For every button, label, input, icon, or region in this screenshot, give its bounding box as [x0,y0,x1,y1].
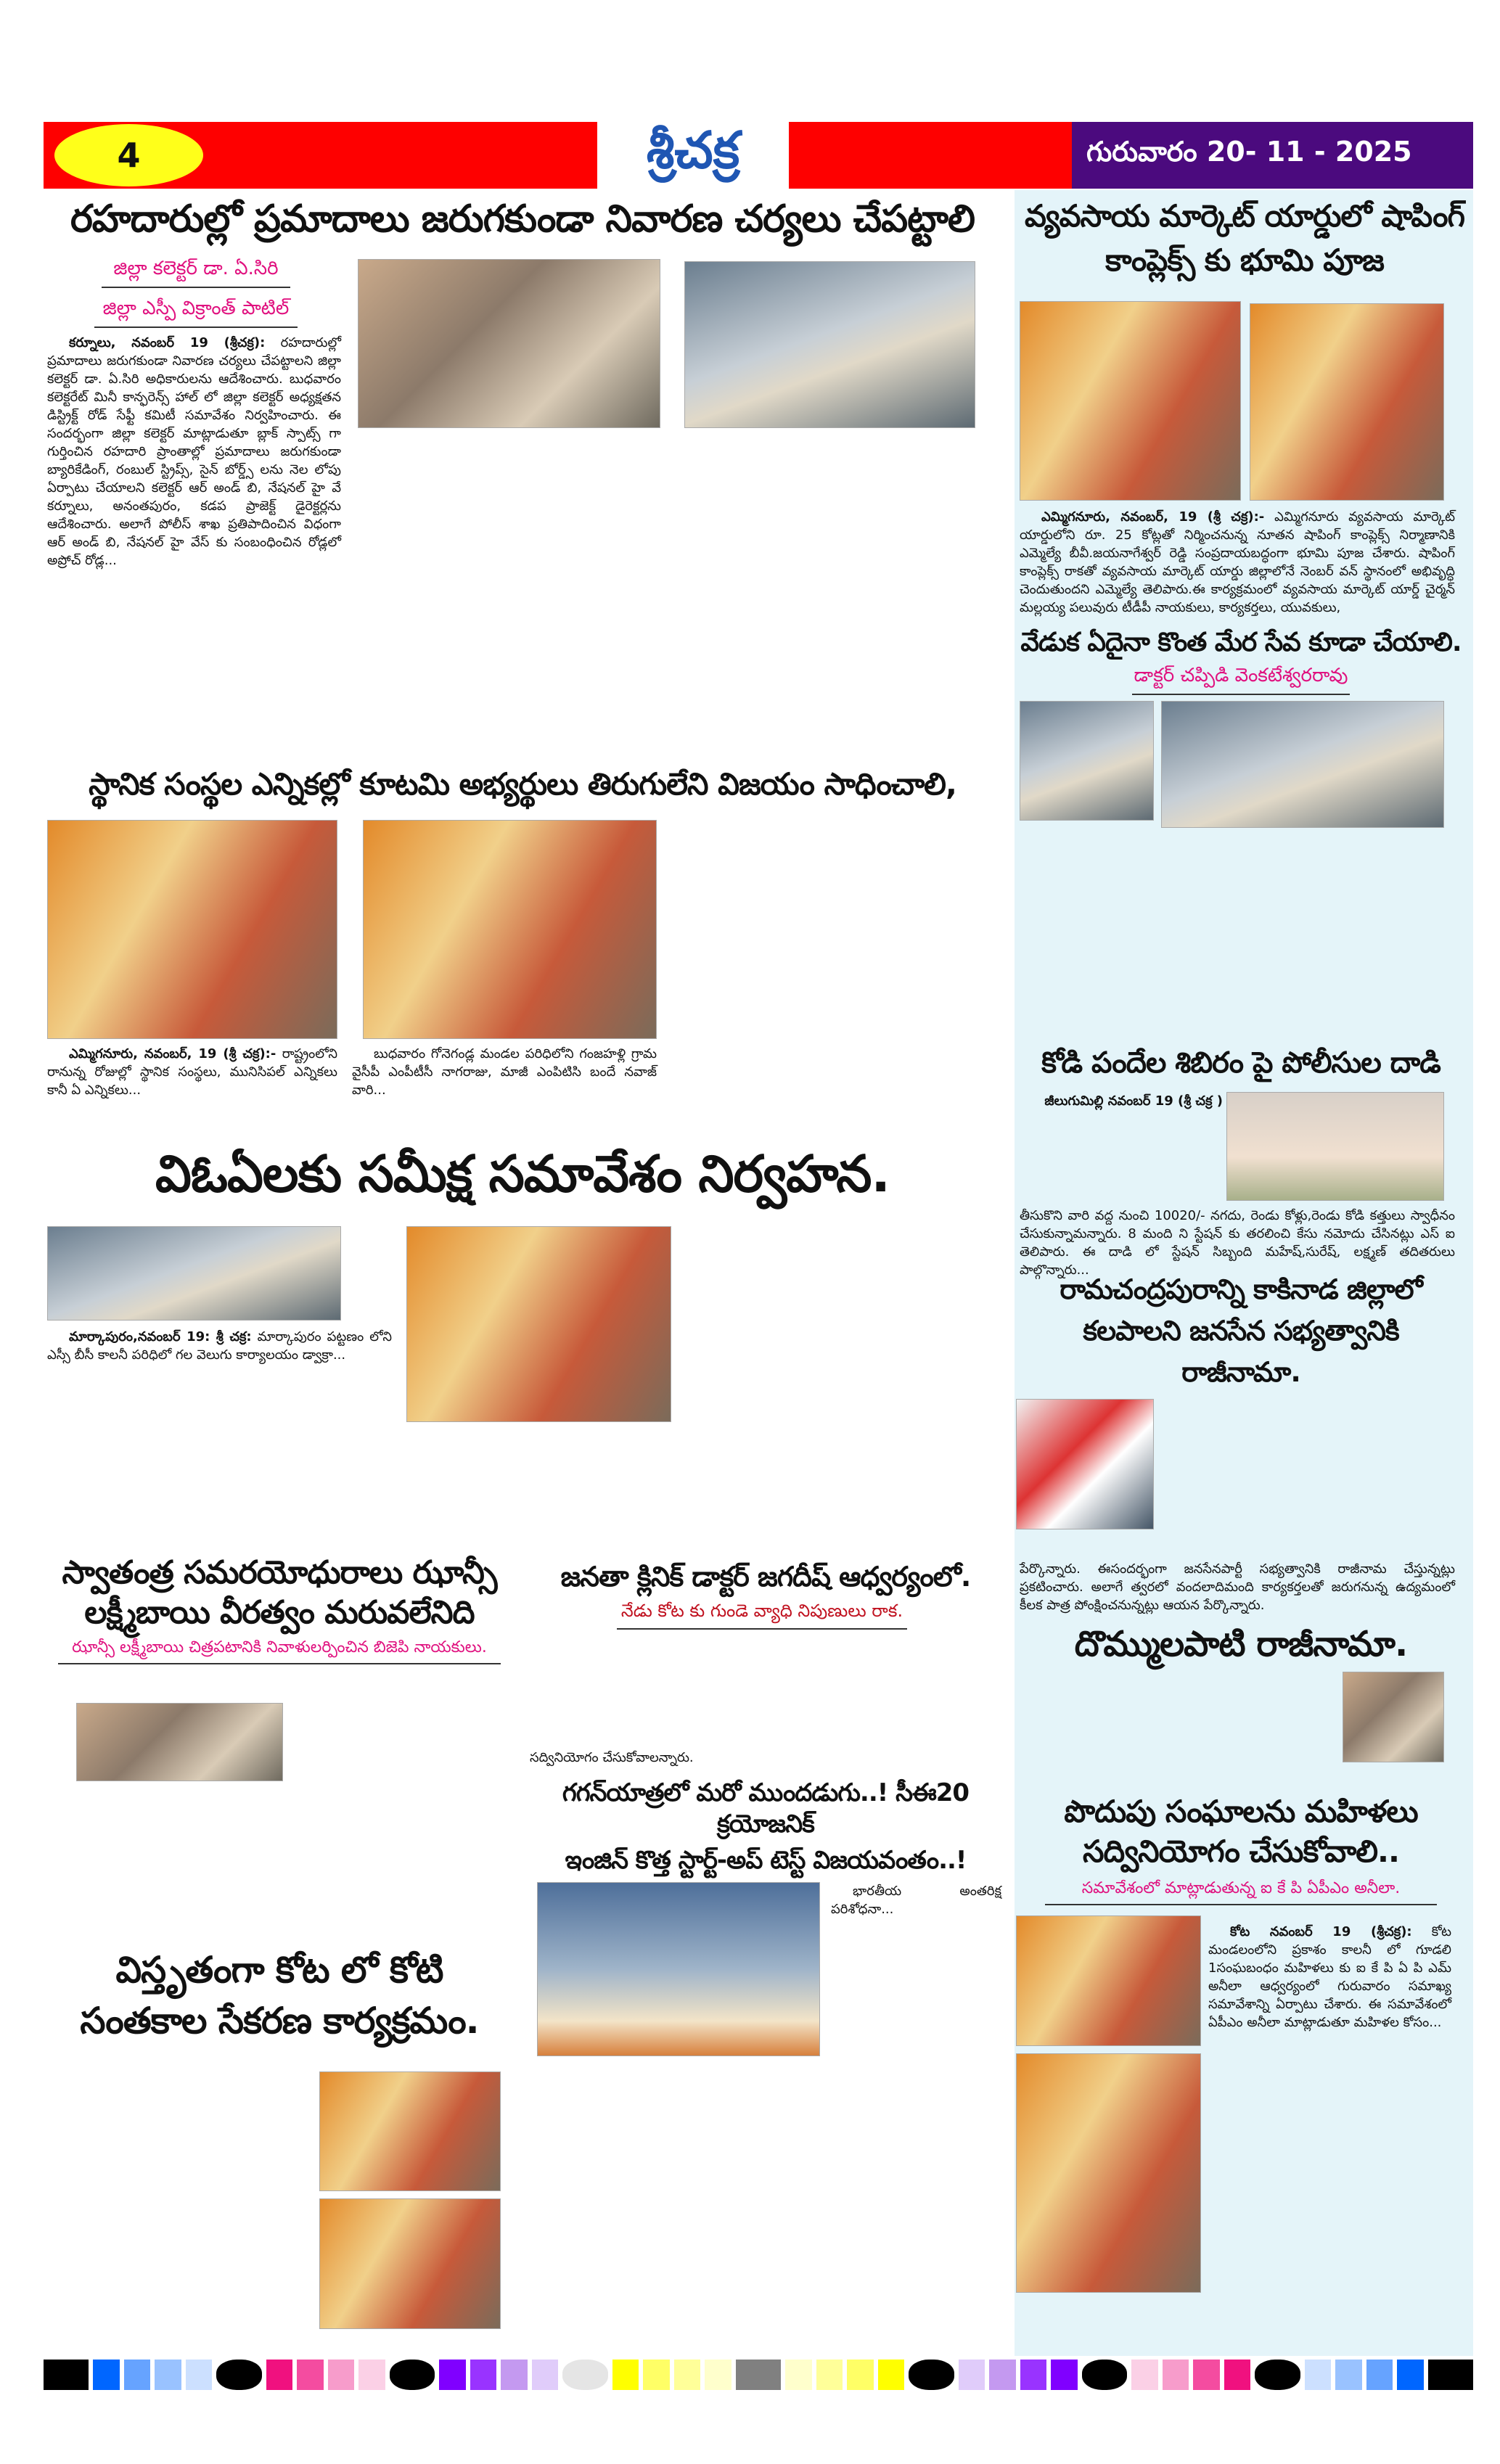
dateline: కోట నవంబర్ 19 (శ్రీచక్ర): [1230,1924,1412,1939]
photo-tribute [76,1703,283,1781]
headline-dommalapati-resign: దొమ్ములపాటి రాజీనామా. [1074,1624,1408,1664]
photo-party-joining-1 [47,820,337,1039]
subhead-apm: సమావేశంలో మాట్లాడుతున్న ఐ కే పి ఏపీఎం అనీలా. [1045,1879,1437,1905]
dateline: మార్కాపురం,నవంబర్ 19: శ్రీ చక్ర: [69,1329,252,1344]
photo-rocket [537,1882,820,2056]
subhead-sp: జిల్లా ఎస్పీ విక్రాంత్ పాటిల్ [94,297,298,328]
photo-signature-2 [319,2198,501,2329]
subhead-collector: జిల్లా కలెక్టర్ డా. ఏ.సిరి [102,258,290,288]
headline-janasena-resign: రామచంద్రపురాన్ని కాకినాడ జిల్లాలో కలపాలని జనసేన సభ్యత్వానికి రాజీనామా. [1060,1273,1422,1388]
article-body [47,1045,337,1099]
print-color-bar [44,2360,1473,2390]
headline-gaganyaan-2: ఇంజిన్ కొత్త స్టార్ట్-అప్ టెస్ట్ విజయవంతం..! [565,1846,967,1875]
photo-signature-1 [319,2071,501,2191]
newspaper-logo: శ్రీచక్ర [646,120,740,180]
dateline: ఎమ్మిగనూరు, నవంబర్, 19 (శ్రీ చక్ర):- [1041,509,1265,525]
body-text: ఎమ్మిగనూరు వ్యవసాయ మార్కెట్ యార్డులోని రూ. 25 కోట్లతో నిర్మించనున్న నూతన షాపింగ్ కాంప్లెక్స్ నిర్మాణానికి ఎమ్మెల్యే బీవీ.జయనాగేశ్వర్ రెడ్డి సంప్రదాయబద్ధంగా భూమి పూజ చేశారు. షాపింగ్ కాంప్లెక్స్ రాకతో వ్యవసాయ మార్కెట్ యార్డు జిల్లాలోనే నెంబర్ వన్ స్థానంలో అభివృద్ధి చెందుతుందని ఎమ్మెల్యే తెలిపారు.ఈ కార్యక్రమంలో వ్యవసాయ మార్కెట్ యార్డ్ చైర్మన్ మల్లయ్య పలువురు టీడీపీ నాయకులు, కార్యకర్తలు, యువకులు, [1020,509,1455,615]
photo-janasena-leader [1016,1399,1154,1529]
page-number: 4 [54,124,203,186]
headline-local-elections: స్థానిక సంస్థల ఎన్నికల్లో కూటమి అభ్యర్థులు తిరుగులేని విజయం సాధించాలి, [89,766,956,802]
headline-signature-campaign: విస్తృతంగా కోట లో కోటి సంతకాల సేకరణ కార్యక్రమం. [80,1949,479,2042]
article-body [1208,1923,1451,2336]
headline-cockfight-raid: కోడి పందేల శిబిరం పై పోలీసుల దాడి [1041,1046,1440,1080]
body-text: మార్కాపురం పట్టణం లోని ఎస్సీ బీసీ కాలనీ పరిధిలో గల వెలుగు కార్యాలయం డ్వాక్రా... [47,1329,392,1363]
dateline: జీలుగుమిల్లి నవంబర్ 19 (శ్రీ చక్ర ) [1044,1093,1223,1109]
body-text: రాష్ట్రంలోని రానున్న రోజుల్లో స్థానిక సంస్థలు, మునిసిపల్ ఎన్నికలు కానీ ఏ ఎన్నికలు... [47,1046,337,1098]
photo-bhoomi-puja-2 [1250,303,1444,501]
photo-party-joining-2 [363,820,657,1039]
article-body: తీసుకొని వారి వద్ద నుంచి 10020/- నగదు, రెండు కోళ్లు,రెండు కోడి కత్తులు స్వాధీనం చేసుకున్నామన్నారు. 8 మంది ని స్టేషన్ కు తరలించి కేసు నమోదు చేసినట్లు ఎస్ ఐ తెలిపారు. ఈ దాడి లో స్టేషన్ సిబ్బంది మహేష్,సురేష్, లక్ష్మణ్ తదితరులు పాల్గొన్నారు... [1020,1208,1455,1278]
body-text: రహదారుల్లో ప్రమాదాలు జరుగకుండా నివారణ చర్యలు చేపట్టాలని జిల్లా కలెక్టర్ డా. ఏ.సిరి అధికారులను ఆదేశించారు. బుధవారం కలెక్టరేట్ మినీ కాన్ఫరెన్స్ హాల్ లో జిల్లా కలెక్టర్ అధ్యక్షతన డిస్ట్రిక్ట్ రోడ్ సేఫ్టీ కమిటీ సమావేశం నిర్వహించారు. ఈ సందర్భంగా జిల్లా కలెక్టర్ మాట్లాడుతూ బ్లాక్ స్పాట్స్ గా గుర్తించిన రహదారి ప్రాంతాల్లో ప్రమాదాలు జరుగకుండా బ్యారికేడింగ్, రంబుల్ స్ట్రిప్స్, సైన్ బోర్డ్స్ లను నెల లోపు ఏర్పాటు చేయాలని కలెక్టర్ ఆర్ అండ్ బి, నేషనల్ హై వే కర్నూలు, అనంతపురం, కడప ప్రాజెక్ట్ డైరెక్టర్లను ఆదేశించారు. అలాగే పోలీస్ శాఖ ప్రతిపాదించిన విధంగా ఆర్ అండ్ బి, నేషనల్ హై వేస్ కు సంబంధించిన రోడ్లలో అప్రోచ్ రోడ్ల... [47,335,341,568]
subhead-doctor: డాక్టర్ చప్పిడి వెంకటేశ్వరరావు [1132,665,1350,695]
body-text: కోట మండలంలోని ప్రకాశం కాలనీ లో గూడలి 1సంఘబంధం మహిళలు కు ఐ కే పి ఏ పి ఎమ్ అనీలా ఆధ్వర్యంలో గురువారం సమాఖ్య సమావేశాన్ని ఏర్పాటు చేశారు. ఈ సమావేశంలో ఏపీఎం అనీలా మాట్లాడుతూ మహిళల కోసం... [1208,1924,1451,2030]
headline-voa-meeting: విఓఏలకు సమీక్ష సమావేశం నిర్వహన. [155,1144,890,1204]
headline-market-yard: వ్యవసాయ మార్కెట్ యార్డులో షాపింగ్ కాంప్లెక్స్ కు భూమి పూజ [1024,198,1465,278]
photo-dommalapati [1343,1672,1444,1762]
photo-bhoomi-puja-1 [1020,301,1241,501]
dateline: ఎమ్మిగనూరు, నవంబర్, 19 (శ్రీ చక్ర):- [69,1046,276,1061]
photo-meeting-hall [684,261,975,428]
headline-janata-clinic: జనతా క్లినిక్ డాక్టర్ జగదీష్ ఆధ్వర్యంలో. [560,1561,971,1593]
article-body: పేర్కొన్నారు. ఈసందర్భంగా జనసేనపార్టీ సభ్యత్వానికి రాజీనామ చేస్తున్నట్లు ప్రకటించారు. అలాగే త్వరలో వందలాదిమంది కార్యకర్తలతో జరుగనున్న ఉద్యమంలో కీలక పాత్ర పోంక్షించనున్నట్లు ఆయన పేర్కొన్నారు. [1020,1561,1455,1613]
photo-voa-women [406,1226,671,1422]
headline-savings-groups: పొదుపు సంఘాలను మహిళలు సద్వినియోగం చేసుకోవాలి.. [1064,1794,1418,1869]
article-tail: సద్వినియోగం చేసుకోవాలన్నారు. [530,1750,694,1765]
photo-police-station [1226,1092,1444,1201]
headline-seva: వేడుక ఏదైనా కొంత మేర సేవ కూడా చేయాలి. [1020,628,1462,657]
dateline: కర్నూలు, నవంబర్ 19 (శ్రీచక్ర): [69,335,266,350]
masthead-mid-band [789,122,1072,189]
article-body [47,334,341,758]
subhead-clinic: నేడు కోట కు గుండె వ్యాధి నిపుణులు రాక. [617,1601,907,1630]
article-body: భారతీయ అంతరిక్ష పరిశోధనా... [831,1884,1001,1917]
issue-date: గురువారం 20- 11 - 2025 [1086,136,1412,168]
photo-women-meeting-1 [1016,1915,1201,2046]
headline-road-safety: రహదారుల్లో ప్రమాదాలు జరుగకుండా నివారణ చర్యలు చేపట్టాలి [70,197,975,241]
article-body [1020,508,1455,620]
photo-voa-meeting [47,1226,341,1321]
headline-jhansi-lakshmibai: స్వాతంత్ర సమరయోధురాలు ఝాన్సీ లక్ష్మీబాయి వీరత్వం మరువలేనిది [62,1554,497,1631]
photo-seva-1 [1020,701,1154,821]
subhead-jhansi: ఝాన్సీ లక్ష్మీబాయి చిత్రపటానికి నివాళులర్పించిన బిజెపి నాయకులు. [58,1638,501,1664]
headline-gaganyaan-1: గగన్‌యాత్రలో మరో ముందడుగు..! సీఈ20 క్రయోజనిక్ [562,1778,970,1839]
photo-collector-sp [358,259,660,428]
article-body-continued: బుధవారం గోనెగండ్ల మండల పరిధిలోని గంజహళ్లి గ్రామ వైసీపీ ఎంపీటీసీ నాగరాజు, మాజీ ఎంపిటిసి బందే నవాజ్ వారి... [352,1046,657,1098]
article-body [47,1328,392,1538]
photo-women-meeting-2 [1016,2053,1201,2293]
photo-seva-2 [1161,701,1444,828]
